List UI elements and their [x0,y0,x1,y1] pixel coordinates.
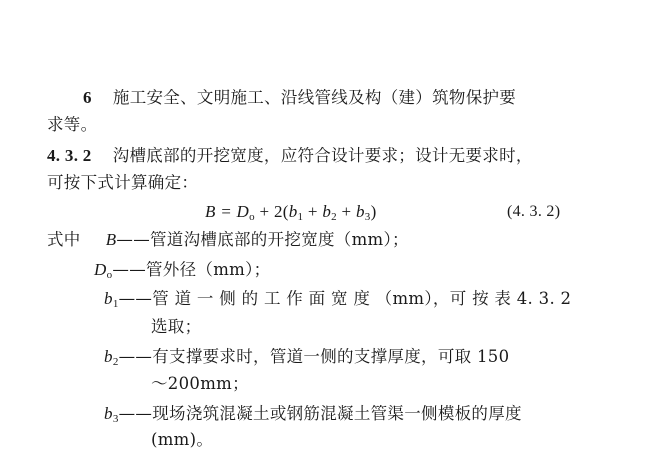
item-number: 6 [83,88,92,107]
symbol-b3: $b_3$ [104,404,119,425]
definition-Do [94,259,270,281]
formula-b2: b [322,202,332,221]
definition-text: 管外径（mm）； [146,260,271,279]
formula-close: ) [370,202,377,221]
definition-b1 [104,288,571,310]
symbol-B: B [105,230,117,249]
formula-b3: b [355,202,365,221]
definition-text: 管道沟槽底部的开挖宽度（mm）； [150,230,409,249]
definition-dash: —— [118,347,153,366]
clause-4-3-2-line-2 [47,172,198,194]
formula-b1: b [288,202,298,221]
formula-number: (4. 3. 2) [507,203,561,220]
symbol-Do: $D_o$ [94,260,113,281]
formula-sub-o: o [249,211,255,223]
clause-text-continued: 可按下式计算确定： [47,173,199,192]
definition-B [47,229,409,251]
definition-dash: —— [116,230,150,249]
definition-text-continued: 选取； [151,317,202,336]
definition-text-continued: ～200mm； [151,374,249,393]
formula-lhs: B = D [205,202,250,221]
definition-b3-continued [151,429,213,451]
definition-text: 有支撑要求时，管道一侧的支撑厚度，可取 150 [152,347,510,366]
formula-sub-1: 1 [297,211,304,223]
symbol-b1: $b_1$ [104,289,119,310]
formula-plus-1: + [303,202,323,221]
clause-number: 4. 3. 2 [47,146,92,165]
formula-sub-3: 3 [364,211,371,223]
item-text-continued: 求等。 [47,115,98,134]
definition-dash: —— [118,404,153,423]
definitions-intro: 式中 [47,230,81,249]
definition-b2-continued [151,373,249,395]
symbol-b2: $b_2$ [104,347,119,368]
formula [205,201,377,223]
formula-mid: + 2( [254,202,289,221]
definition-dash: —— [112,260,146,279]
clause-4-3-2-line-1 [47,145,533,167]
definition-text: 现场浇筑混凝土或钢筋混凝土管渠一侧模板的厚度 [152,404,522,423]
definition-b2 [104,346,509,368]
definition-text-continued: (mm)。 [151,430,214,449]
definition-b1-continued [151,316,201,338]
item-6-line-1 [83,87,516,109]
definition-b3 [104,403,522,425]
definition-dash: —— [118,289,153,308]
clause-text: 沟槽底部的开挖宽度，应符合设计要求；设计无要求时， [112,146,533,165]
formula-sub-2: 2 [331,211,337,223]
item-6-line-2 [47,114,97,136]
item-text: 施工安全、文明施工、沿线管线及构（建）筑物保护要 [112,88,517,107]
formula-plus-2: + [336,202,356,221]
definition-text: 管 道 一 侧 的 工 作 面 宽 度 （mm），可 按 表 4. 3. 2 [152,289,572,308]
